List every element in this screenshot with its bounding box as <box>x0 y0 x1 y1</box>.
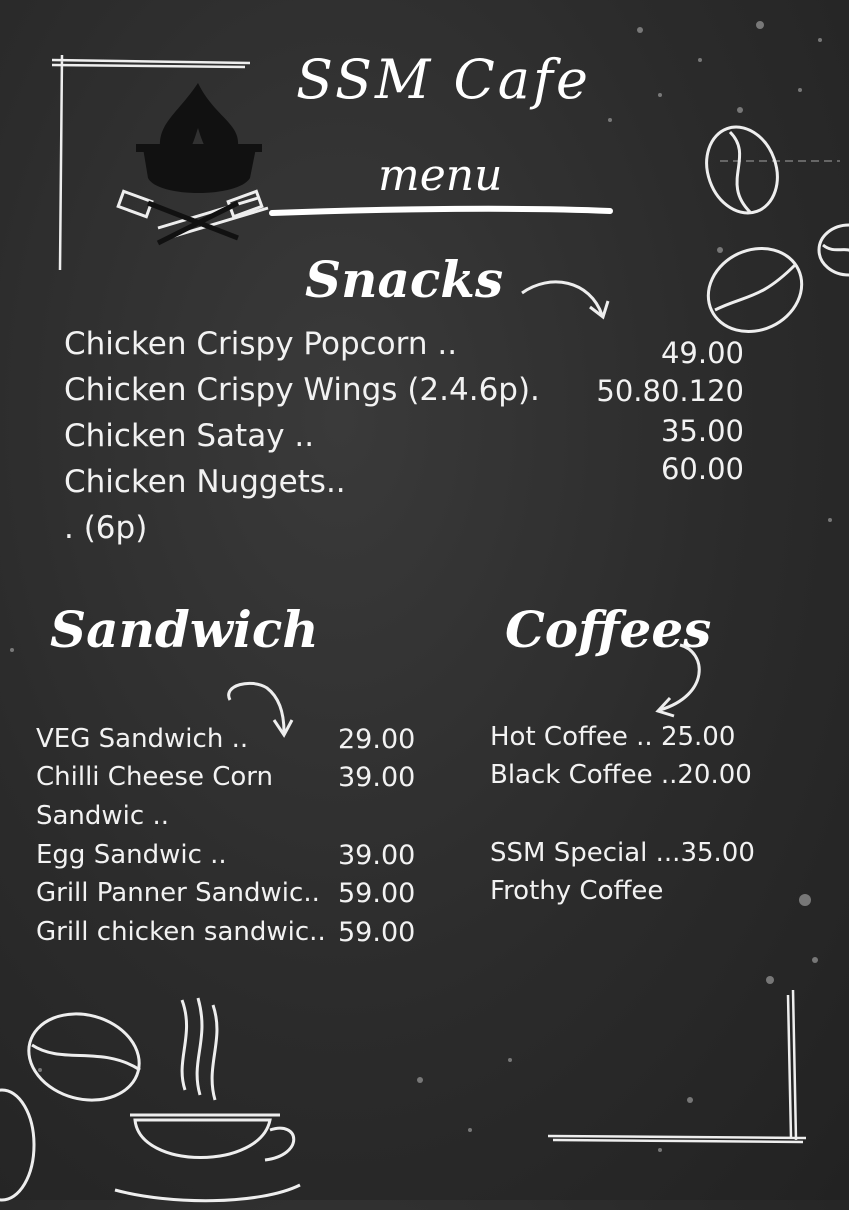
curved-arrow-icon <box>652 640 722 720</box>
cafe-title: SSM Cafe <box>296 48 591 111</box>
sandwich-item-price: 29.00 <box>338 724 416 755</box>
snack-item-price: 60.00 <box>660 452 744 486</box>
sandwich-item-name: VEG Sandwich .. <box>36 724 249 754</box>
snack-item-price: 35.00 <box>660 414 744 448</box>
sandwich-item-name: Sandwic .. <box>36 801 169 831</box>
coffee-item: SSM Special ...35.00 <box>490 838 755 868</box>
coffee-cup-icon <box>110 990 310 1200</box>
snack-item-name: Chicken Satay .. <box>64 418 315 454</box>
snack-item-name: Chicken Crispy Popcorn .. <box>64 326 458 362</box>
sandwich-item-name: Egg Sandwic .. <box>36 840 227 870</box>
coffees-heading: Coffees <box>505 600 712 659</box>
menu-subtitle: menu <box>378 150 503 201</box>
coffee-bean-icon <box>700 240 810 340</box>
sandwich-item-price: 59.00 <box>338 917 416 948</box>
sandwich-item-name: Chilli Cheese Corn <box>36 762 273 792</box>
snacks-heading: Snacks <box>305 250 504 309</box>
curved-arrow-icon <box>520 275 620 325</box>
coffee-bean-icon <box>815 215 849 285</box>
coffee-item: Black Coffee ..20.00 <box>490 760 752 790</box>
grill-icon <box>118 78 278 248</box>
snack-item-price: 50.80.120 <box>596 374 744 408</box>
sandwich-item-price: 39.00 <box>338 762 416 793</box>
snack-item-price: 49.00 <box>660 336 744 370</box>
snack-item-name: Chicken Nuggets.. <box>64 464 346 500</box>
sandwich-item-name: Grill Panner Sandwic.. <box>36 878 320 908</box>
sandwich-item-price: 59.00 <box>338 878 416 909</box>
menu-underline <box>270 205 615 219</box>
sandwich-item-name: Grill chicken sandwic.. <box>36 917 326 947</box>
snack-item-name: . (6p) <box>64 510 148 546</box>
sandwich-heading: Sandwich <box>50 600 319 659</box>
snack-item-name: Chicken Crispy Wings (2.4.6p). <box>64 372 540 408</box>
coffee-bean-icon <box>700 122 790 222</box>
sandwich-item-price: 39.00 <box>338 840 416 871</box>
frame-corner-bottom-right <box>548 990 818 1160</box>
coffee-item: Hot Coffee .. 25.00 <box>490 722 736 752</box>
coffee-item: Frothy Coffee <box>490 876 664 906</box>
coffee-bean-icon <box>0 1080 40 1210</box>
